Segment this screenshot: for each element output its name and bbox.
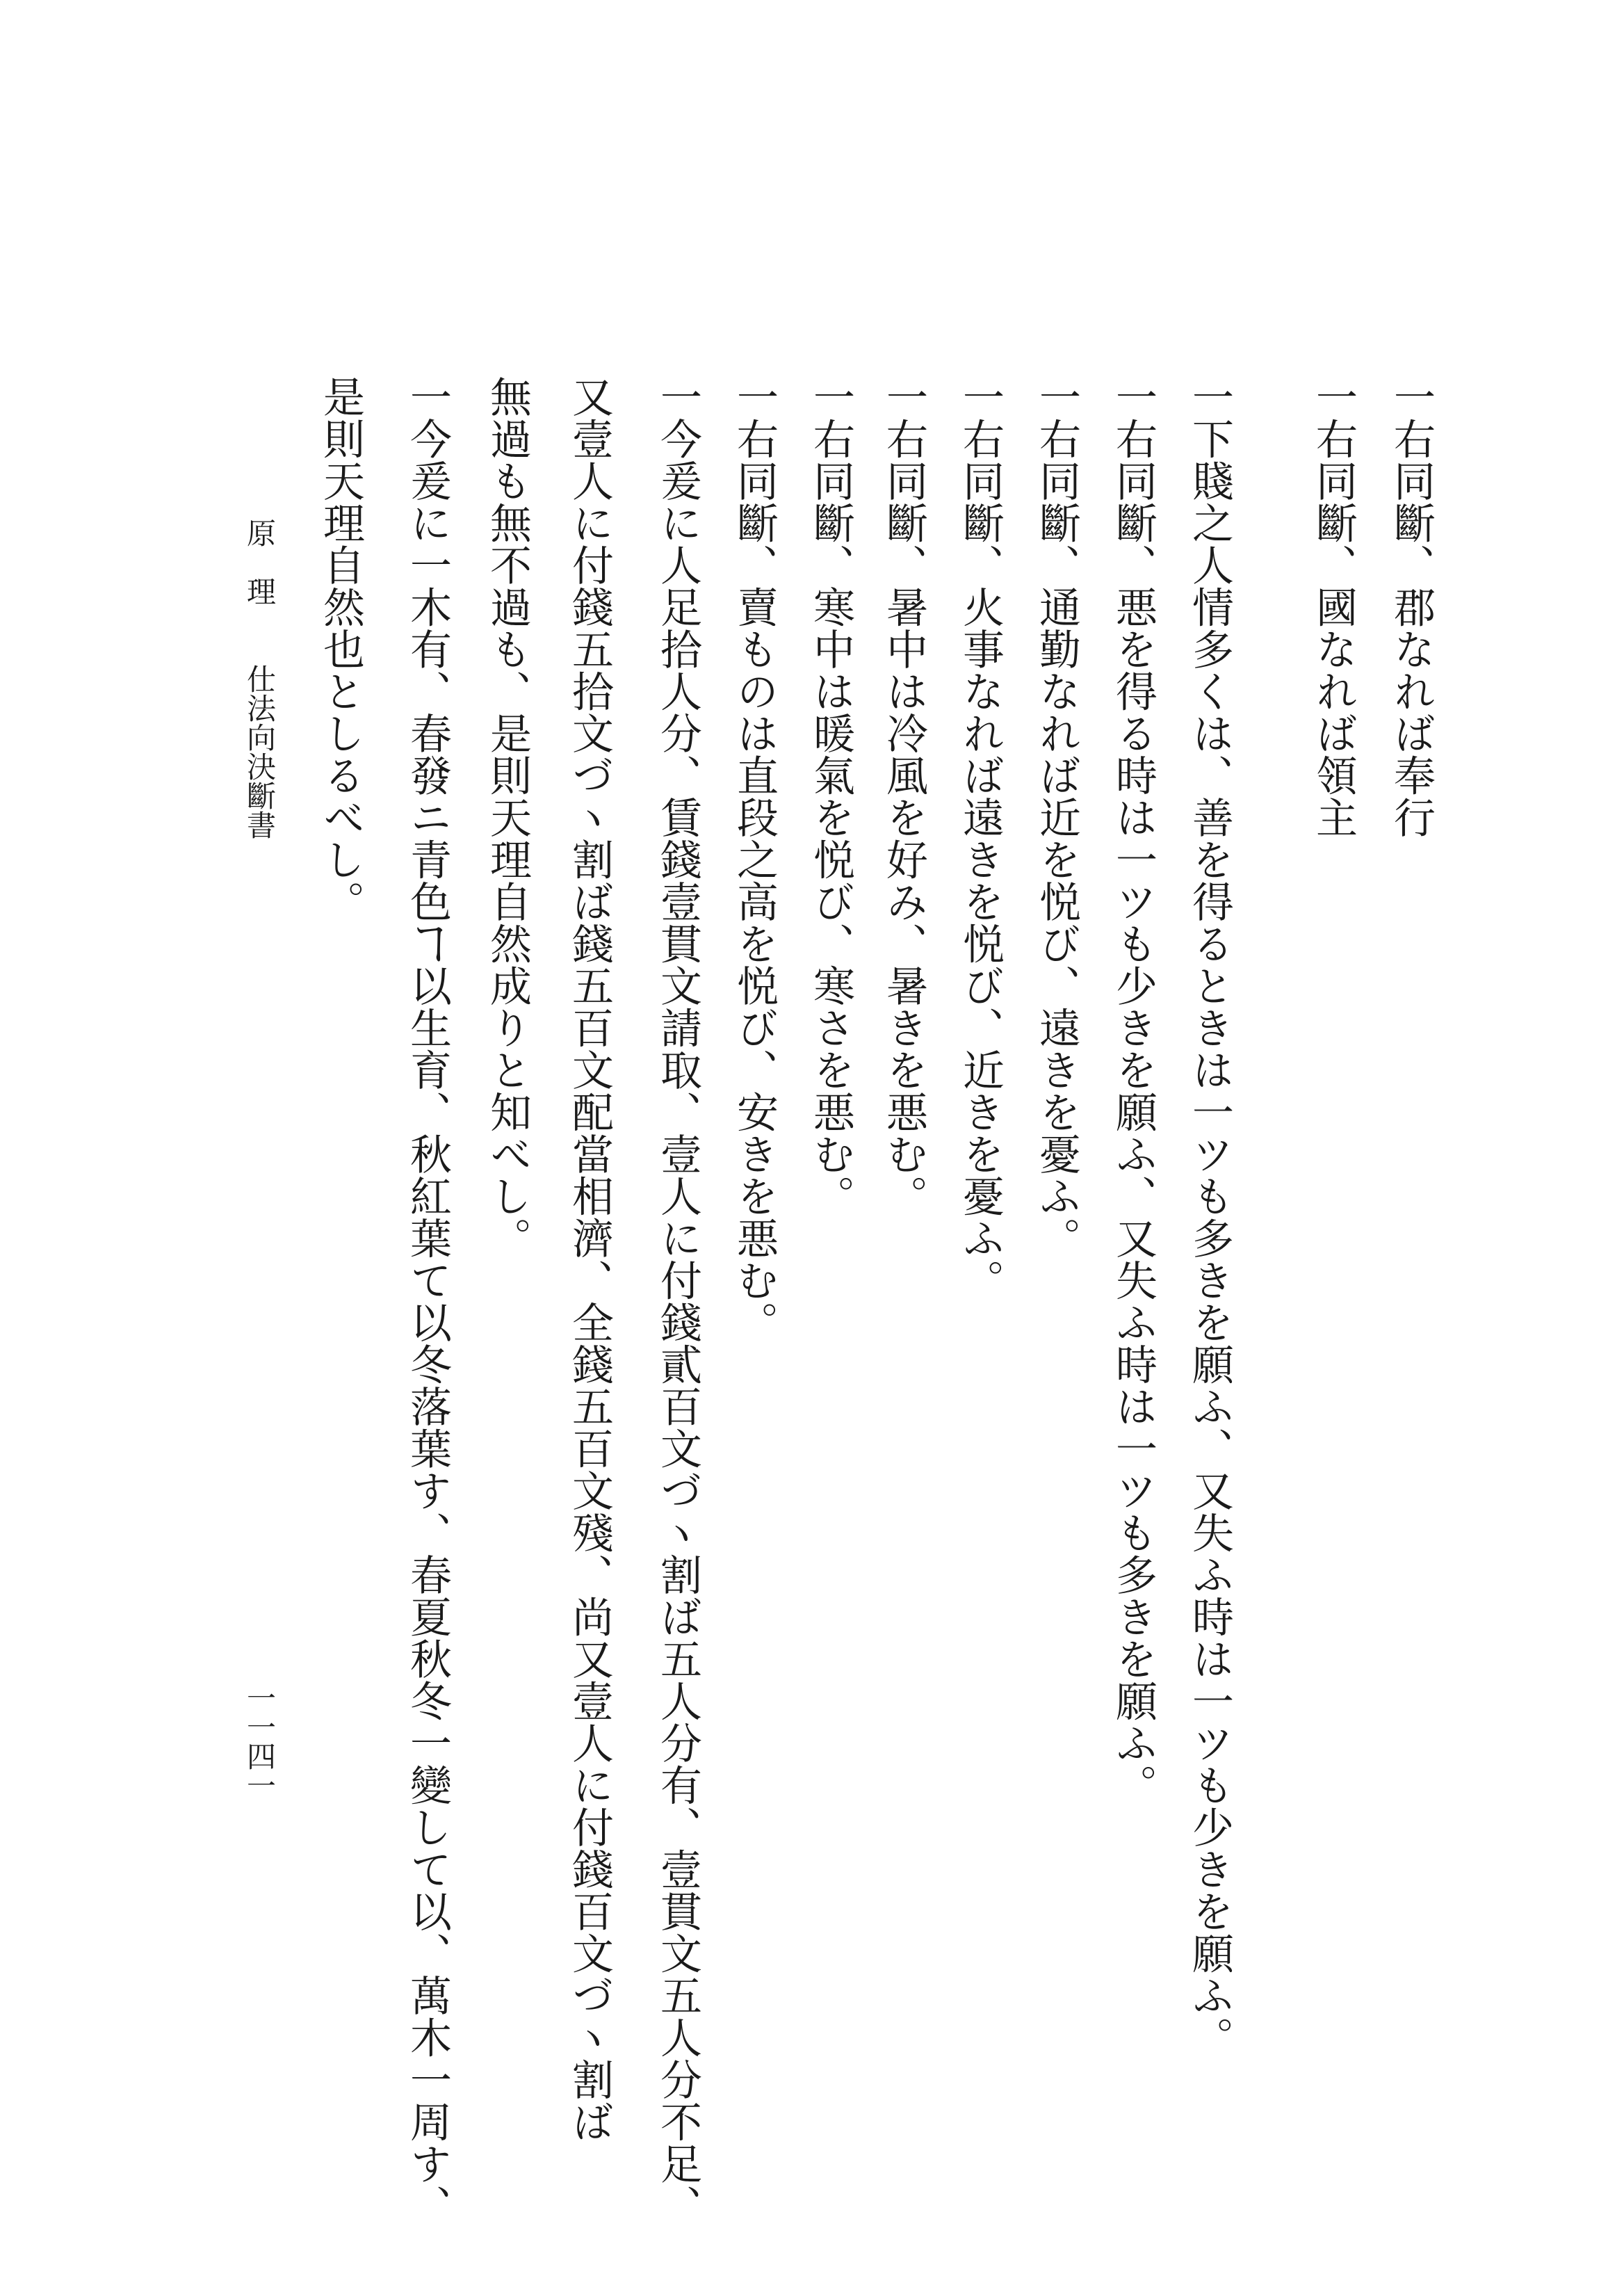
text-line-1: 一右同斷、郡なれば奉行: [1387, 376, 1436, 839]
text-line-8: 一右同斷、寒中は暖氣を悦び、寒さを悪む。: [806, 376, 855, 1217]
page-number: 一一四一: [243, 1683, 277, 1800]
text-line-3: 一下賤之人情多くは、善を得るときは一ツも多きを願ふ、又失ふ時は一ツも少きを願ふ。: [1185, 376, 1234, 2058]
text-line-10: 一今爰に人足拾人分、賃錢壹貫文請取、壹人に付錢貳百文づヽ割ば五人分有、壹貫文五人分不足、: [653, 376, 702, 2227]
text-line-9: 一右同斷、賣ものは直段之高を悦び、安きを悪む。: [730, 376, 779, 1343]
text-line-12: 無過も無不過も、是則天理自然成りと知べし。: [483, 376, 532, 1259]
text-line-6: 一右同斷、火事なれば遠きを悦び、近きを憂ふ。: [956, 376, 1005, 1301]
text-line-4: 一右同斷、悪を得る時は一ツも少きを願ふ、又失ふ時は一ツも多きを願ふ。: [1109, 376, 1158, 1806]
text-line-13: 一今爰に一木有、春發ニ青色ヿ以生育、秋紅葉て以冬落葉す、春夏秋冬一變して以、萬木一周す、: [403, 376, 452, 2227]
text-line-2: 一右同斷、國なれば領主: [1309, 376, 1358, 839]
text-line-11: 又壹人に付錢五拾文づヽ割ば錢五百文配當相濟、全錢五百文殘、尚又壹人に付錢百文づヽ割ば: [565, 376, 614, 2142]
running-title: 原 理 仕法向決斷書: [243, 518, 277, 839]
text-line-14: 是則天理自然也としるべし。: [316, 376, 365, 923]
text-line-5: 一右同斷、通勤なれば近を悦び、遠きを憂ふ。: [1032, 376, 1081, 1259]
text-line-7: 一右同斷、暑中は冷風を好み、暑きを悪む。: [879, 376, 928, 1217]
